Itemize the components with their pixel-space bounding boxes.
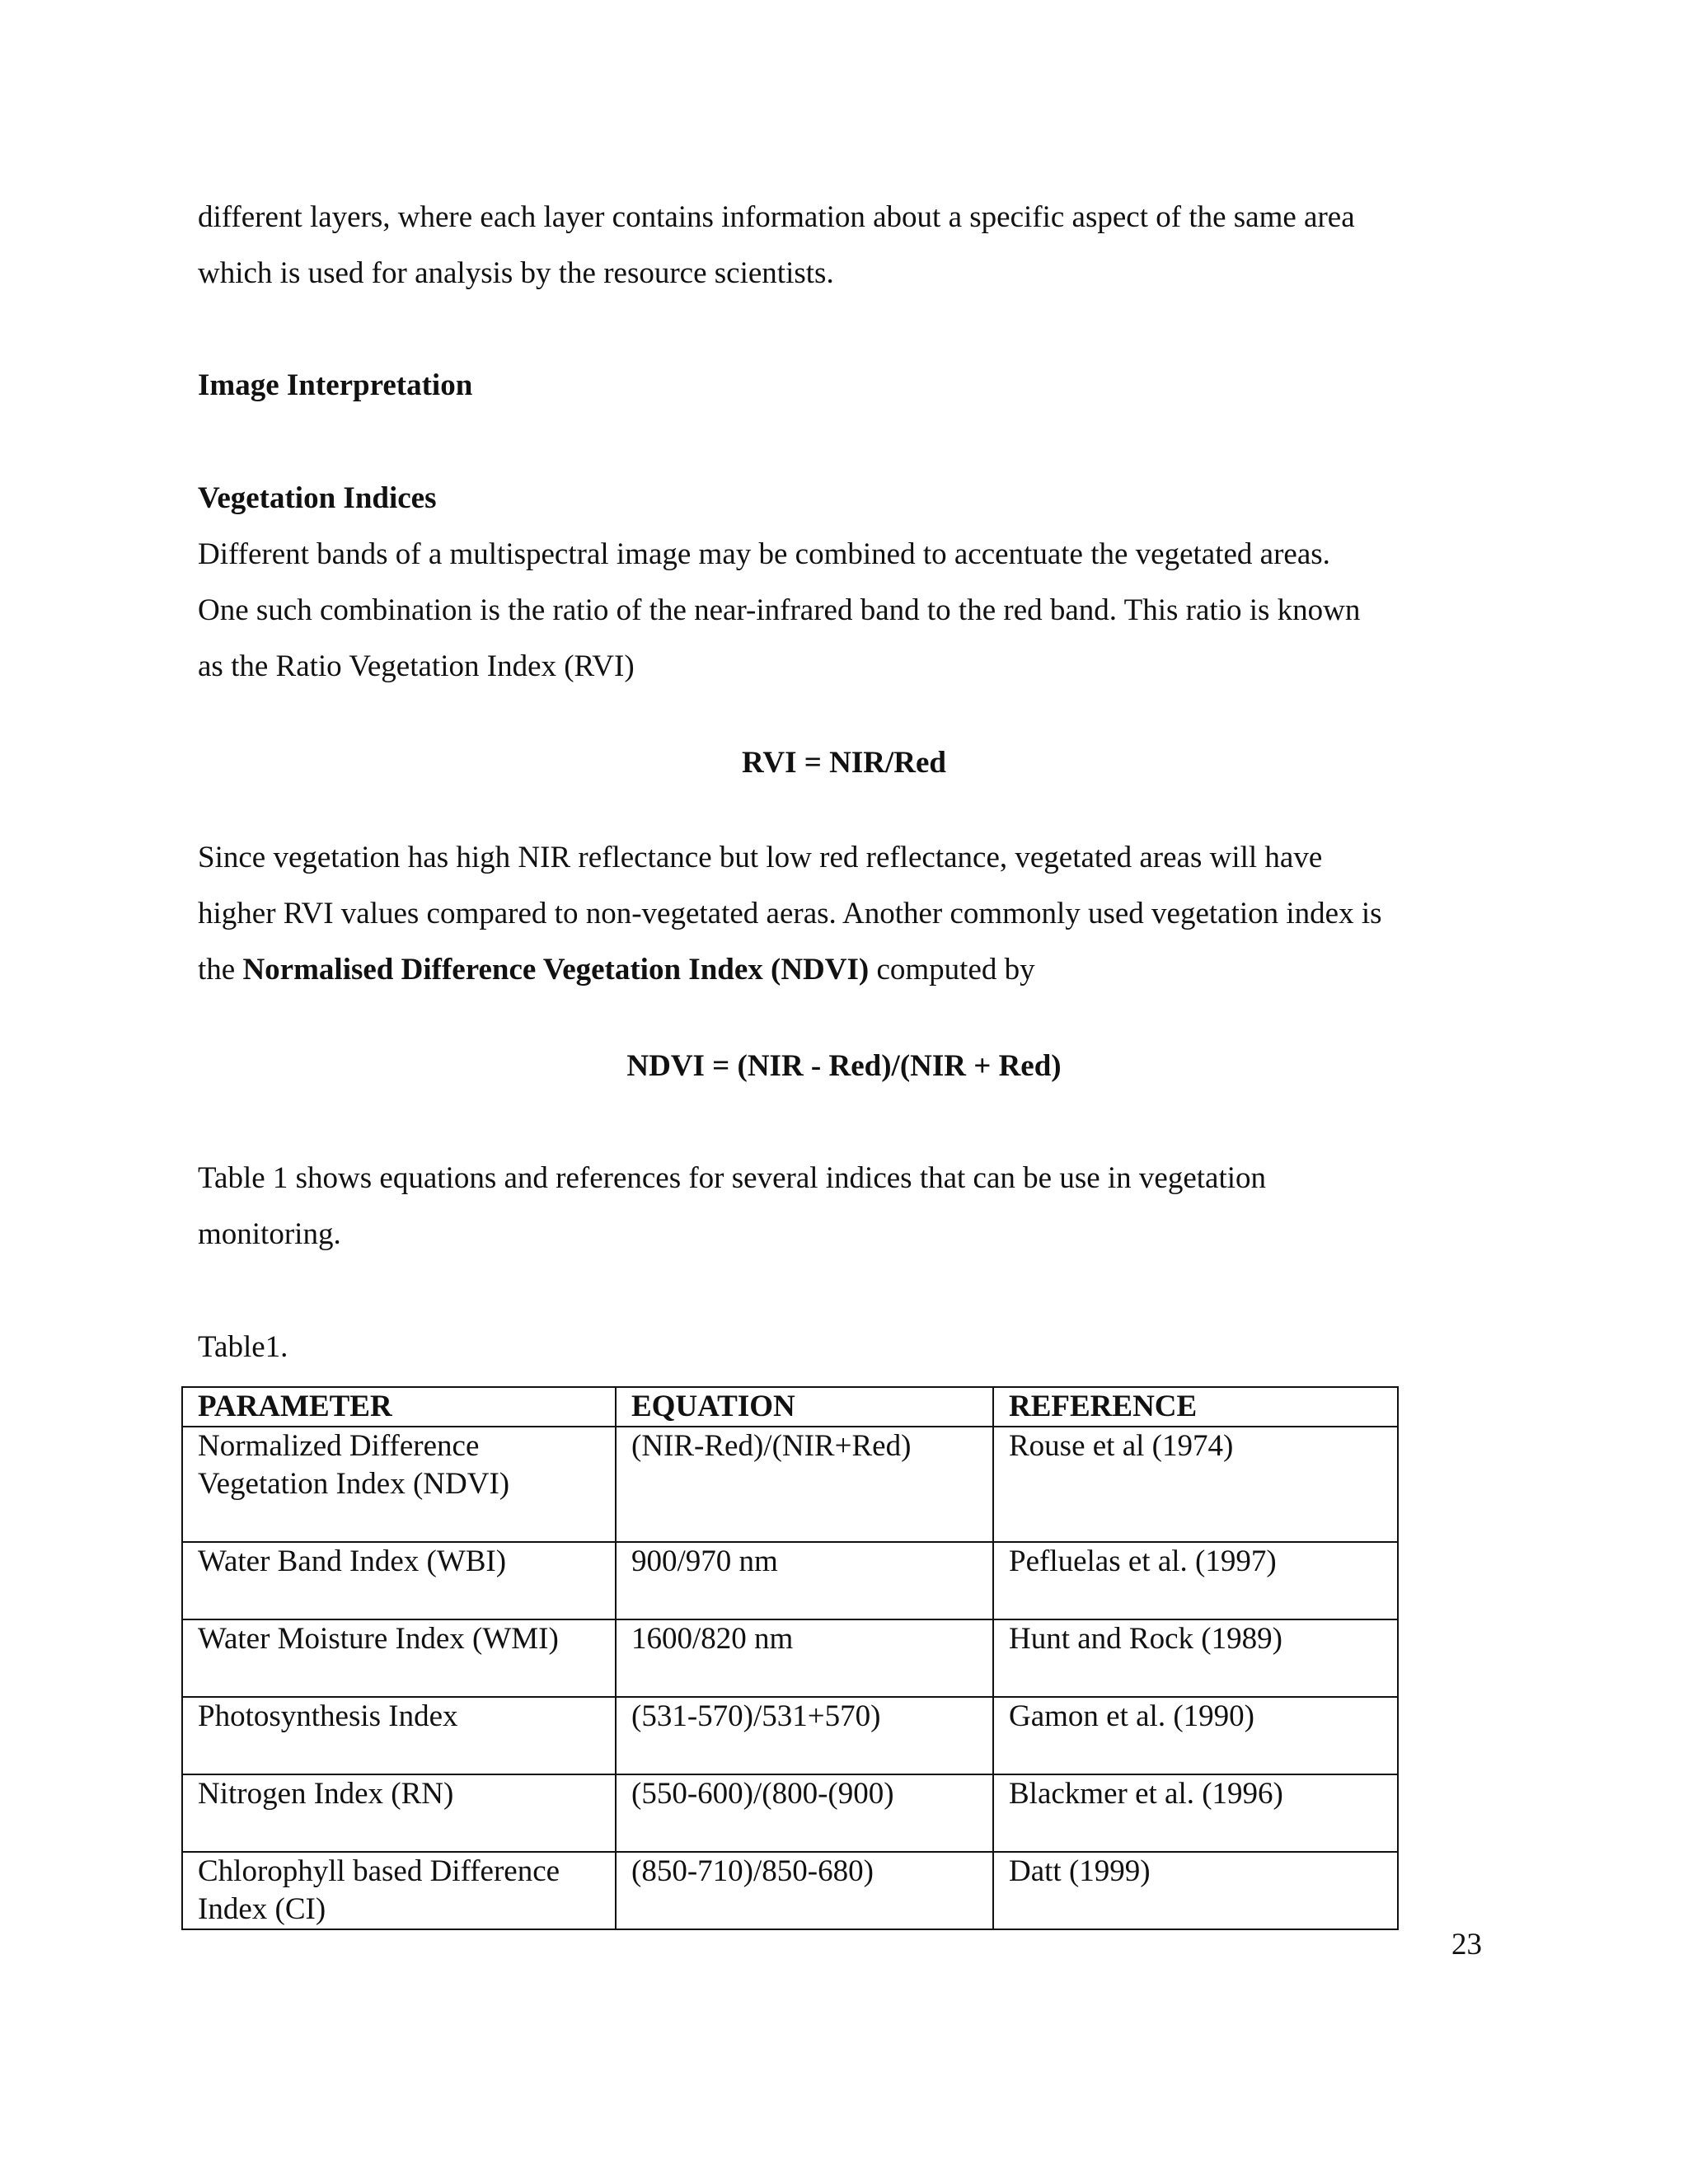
cell-equation: (850-710)/850-680) [616,1852,993,1929]
table-caption: Table1. [198,1330,288,1364]
cell-reference: Gamon et al. (1990) [993,1697,1398,1774]
cell-reference: Hunt and Rock (1989) [993,1619,1398,1697]
ndvi-paragraph-line-1: Since vegetation has high NIR reflectance but low red reflectance, vegetated areas will have [198,841,1323,874]
cell-equation: 900/970 nm [616,1542,993,1619]
page-number: 23 [1451,1928,1482,1961]
table-paragraph-line-1: Table 1 shows equations and references for several indices that can be use in vegetation [198,1161,1267,1195]
ndvi-paragraph-line-2: higher RVI values compared to non-vegetated aeras. Another commonly used vegetation index is [198,897,1382,930]
cell-parameter: Chlorophyll based Difference Index (CI) [182,1852,616,1929]
heading-vegetation-indices: Vegetation Indices [198,481,437,515]
intro-line-2: which is used for analysis by the resource scientists. [198,256,834,290]
table-header-row [182,1387,1398,1427]
ndvi-equation: NDVI = (NIR - Red)/(NIR + Red) [626,1049,1062,1083]
cell-reference: Pefluelas et al. (1997) [993,1542,1398,1619]
cell-equation: (550-600)/(800-(900) [616,1774,993,1852]
table-row [182,1774,1398,1852]
cell-equation: (531-570)/531+570) [616,1697,993,1774]
veg-paragraph-line-2: One such combination is the ratio of the near-infrared band to the red band. This ratio is known [198,593,1361,627]
ndvi-line-3-suffix: computed by [869,953,1035,987]
rvi-equation: RVI = NIR/Red [742,746,946,780]
cell-parameter: Photosynthesis Index [182,1697,616,1774]
ndvi-paragraph-line-3 [198,952,1035,988]
veg-paragraph-line-1: Different bands of a multispectral image may be combined to accentuate the vegetated areas. [198,537,1330,571]
cell-parameter: Nitrogen Index (RN) [182,1774,616,1852]
cell-parameter: Water Band Index (WBI) [182,1542,616,1619]
ndvi-term-bold: Normalised Difference Vegetation Index (NDVI) [242,953,870,987]
heading-image-interpretation: Image Interpretation [198,368,473,402]
header-parameter: PARAMETER [182,1387,616,1427]
table-row [182,1697,1398,1774]
cell-reference: Blackmer et al. (1996) [993,1774,1398,1852]
cell-equation: 1600/820 nm [616,1619,993,1697]
cell-reference: Rouse et al (1974) [993,1427,1398,1542]
ndvi-line-3-prefix: the [198,953,243,987]
cell-reference: Datt (1999) [993,1852,1398,1929]
cell-parameter: Water Moisture Index (WMI) [182,1619,616,1697]
table-row [182,1427,1398,1542]
veg-paragraph-line-3: as the Ratio Vegetation Index (RVI) [198,649,635,683]
table-paragraph-line-2: monitoring. [198,1217,341,1251]
table-row [182,1852,1398,1929]
indices-table [181,1386,1399,1930]
cell-equation: (NIR-Red)/(NIR+Red) [616,1427,993,1542]
cell-parameter: Normalized Difference Vegetation Index (NDVI) [182,1427,616,1542]
table-row [182,1619,1398,1697]
header-reference: REFERENCE [993,1387,1398,1427]
table-row [182,1542,1398,1619]
intro-line-1: different layers, where each layer contains information about a specific aspect of the same area [198,200,1355,234]
header-equation: EQUATION [616,1387,993,1427]
